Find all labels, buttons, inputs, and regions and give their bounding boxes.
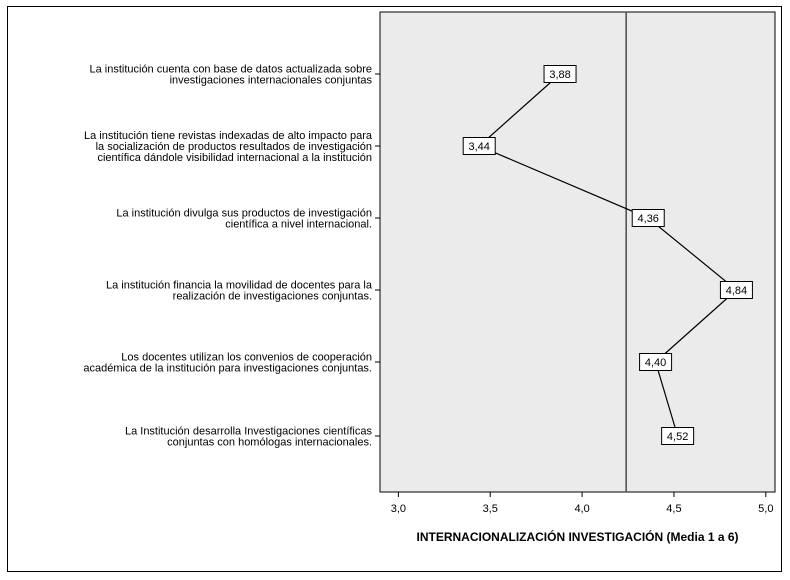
data-label: 3,88 — [549, 69, 571, 81]
category-label: científica a nivel internacional. — [225, 218, 372, 231]
category-label: científica dándole visibilidad internacional a la institución — [97, 152, 372, 164]
x-axis-title: INTERNACIONALIZACIÓN INVESTIGACIÓN (Media 1 a 6) — [416, 530, 739, 544]
category-label: La institución financia la movilidad de docentes para la — [106, 279, 372, 292]
x-tick-label: 5,0 — [758, 503, 774, 515]
category-label: Los docentes utilizan los convenios de cooperación — [121, 351, 372, 364]
x-tick-label: 4,0 — [574, 503, 590, 515]
category-label: La institución cuenta con base de datos actualizada sobre — [89, 63, 372, 76]
category-label: La Institución desarrolla Investigaciones científicas — [124, 425, 372, 438]
plot-area — [380, 12, 775, 492]
x-tick-label: 3,0 — [390, 503, 407, 515]
category-label: realización de investigaciones conjuntas. — [172, 290, 372, 303]
data-label: 3,44 — [468, 141, 490, 153]
category-label: La institución divulga sus productos de investigación — [116, 207, 372, 220]
x-tick-label: 3,5 — [482, 503, 498, 515]
category-label: académica de la institución para investigaciones conjuntas. — [83, 362, 372, 375]
data-label: 4,40 — [644, 357, 667, 369]
category-label: la socialización de productos resultados de investigación — [95, 141, 372, 153]
data-label: 4,36 — [637, 213, 659, 225]
category-label: investigaciones internacionales conjuntas — [169, 74, 372, 87]
x-tick-label: 4,5 — [666, 503, 682, 515]
category-label: La institución tiene revistas indexadas de alto impacto para — [83, 130, 372, 142]
data-label: 4,84 — [725, 285, 748, 297]
category-label: conjuntas con homólogas internacionales. — [167, 436, 372, 449]
data-label: 4,52 — [666, 431, 689, 443]
